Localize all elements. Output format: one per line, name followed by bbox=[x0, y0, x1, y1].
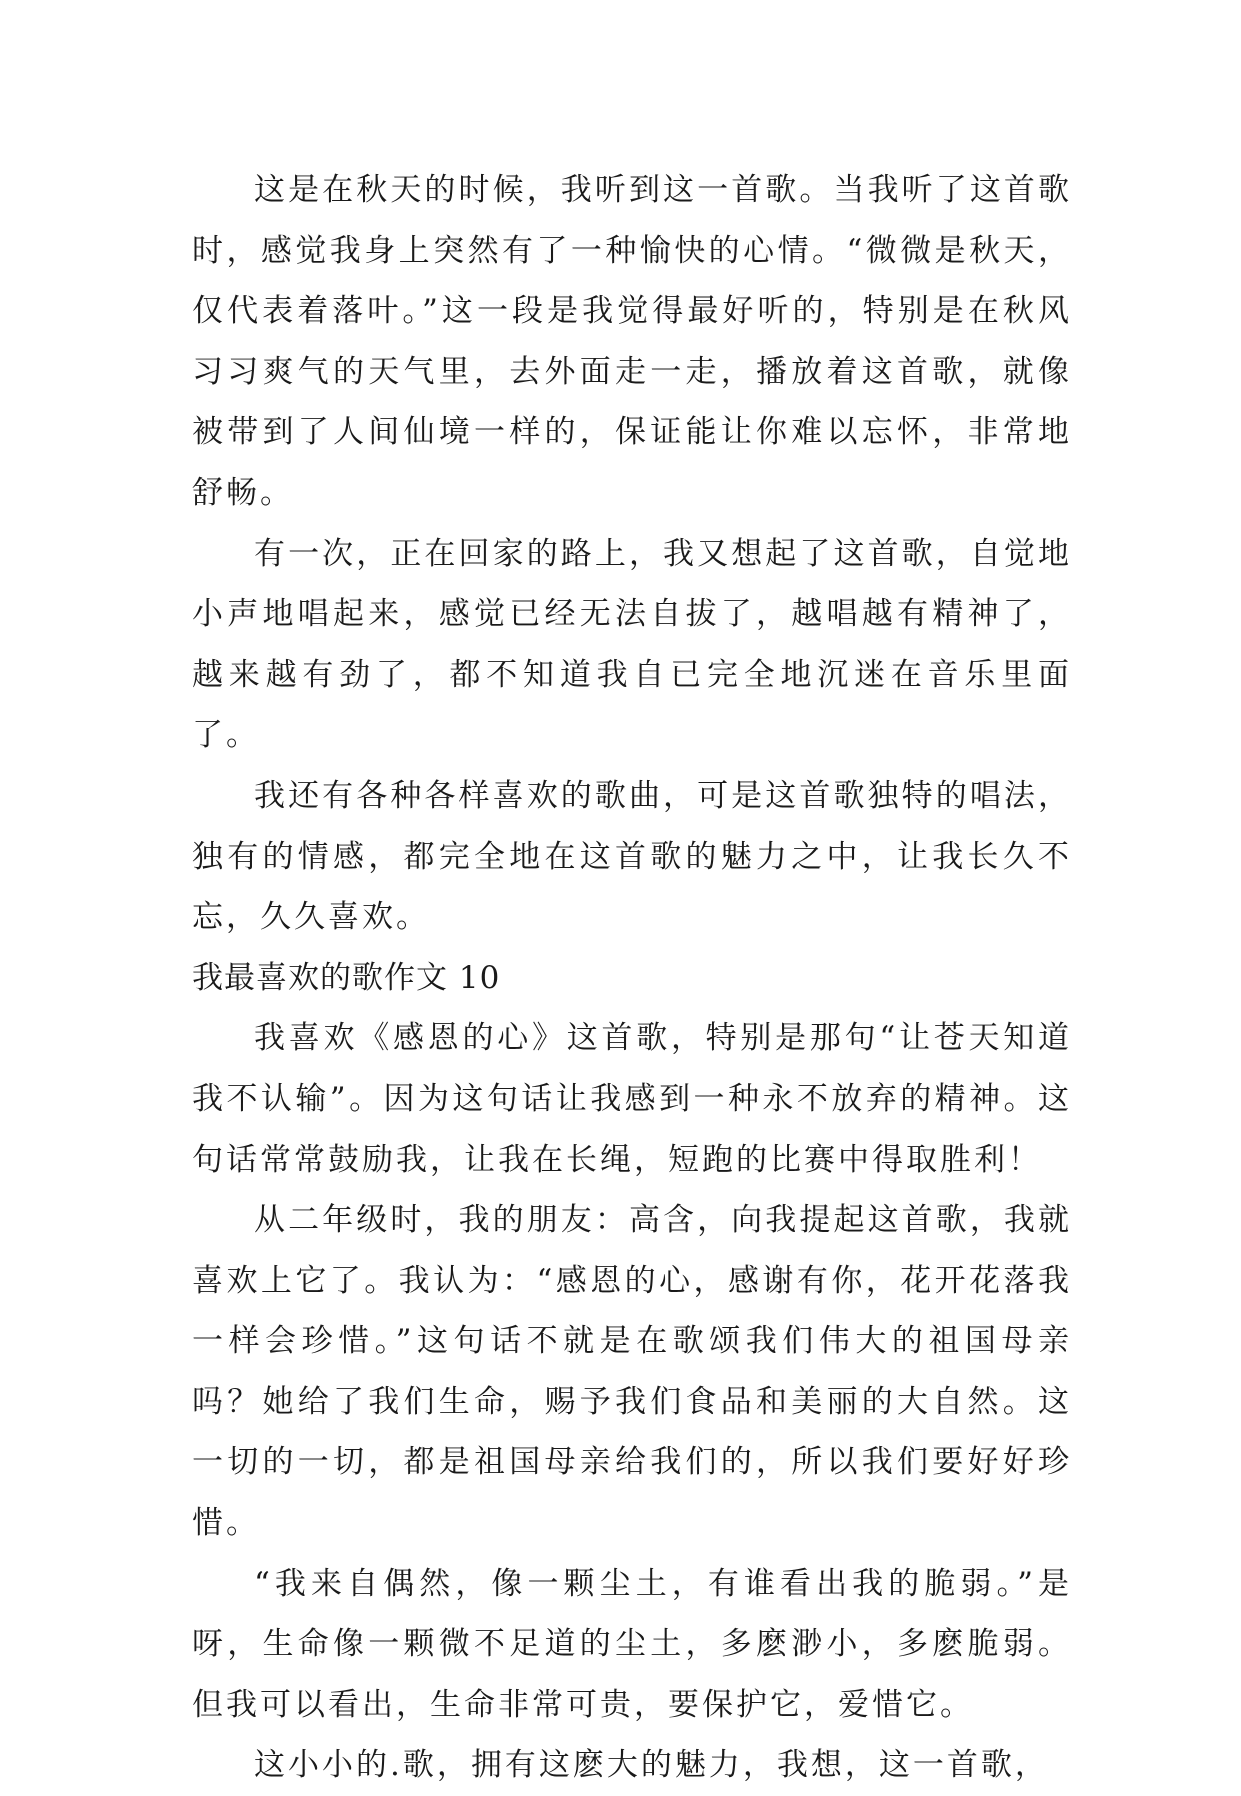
paragraph: 从二年级时，我的朋友：高含，向我提起这首歌，我就喜欢上它了。我认为：“感恩的心，感谢有你，花开花落我一样会珍惜。”这句话不就是在歌颂我们伟大的祖国母亲吗？她给了我们生命，赐予我们食品和美丽的大自然。这一切的一切，都是祖国母亲给我们的，所以我们要好好珍惜。 bbox=[192, 1202, 1072, 1542]
section-heading: 我最喜欢的歌作文 10 bbox=[192, 959, 501, 996]
paragraph: 有一次，正在回家的路上，我又想起了这首歌，自觉地小声地唱起来，感觉已经无法自拔了，越唱越有精神了，越来越有劲了，都不知道我自已完全地沉迷在音乐里面了。 bbox=[192, 535, 1072, 754]
paragraph: 这小小的.歌，拥有这麽大的魅力，我想，这一首歌， bbox=[254, 1747, 1049, 1784]
paragraph: 我还有各种各样喜欢的歌曲，可是这首歌独特的唱法，独有的情感，都完全地在这首歌的魅力之中，让我长久不忘，久久喜欢。 bbox=[192, 777, 1072, 936]
paragraph: “我来自偶然，像一颗尘土，有谁看出我的脆弱。”是呀，生命像一颗微不足道的尘土，多麽渺小，多麽脆弱。但我可以看出，生命非常可贵，要保护它，爱惜它。 bbox=[192, 1565, 1072, 1723]
paragraph: 我喜欢《感恩的心》这首歌，特别是那句“让苍天知道我不认输”。因为这句话让我感到一种永不放弃的精神。这句话常常鼓励我，让我在长绳，短跑的比赛中得取胜利！ bbox=[192, 1020, 1072, 1178]
document-body bbox=[192, 160, 1072, 1796]
paragraph: 这是在秋天的时候，我听到这一首歌。当我听了这首歌时，感觉我身上突然有了一种愉快的心情。“微微是秋天，仅代表着落叶。”这一段是我觉得最好听的，特别是在秋风习习爽气的天气里，去外面走一走，播放着这首歌，就像被带到了人间仙境一样的，保证能让你难以忘怀，非常地舒畅。 bbox=[192, 172, 1072, 511]
